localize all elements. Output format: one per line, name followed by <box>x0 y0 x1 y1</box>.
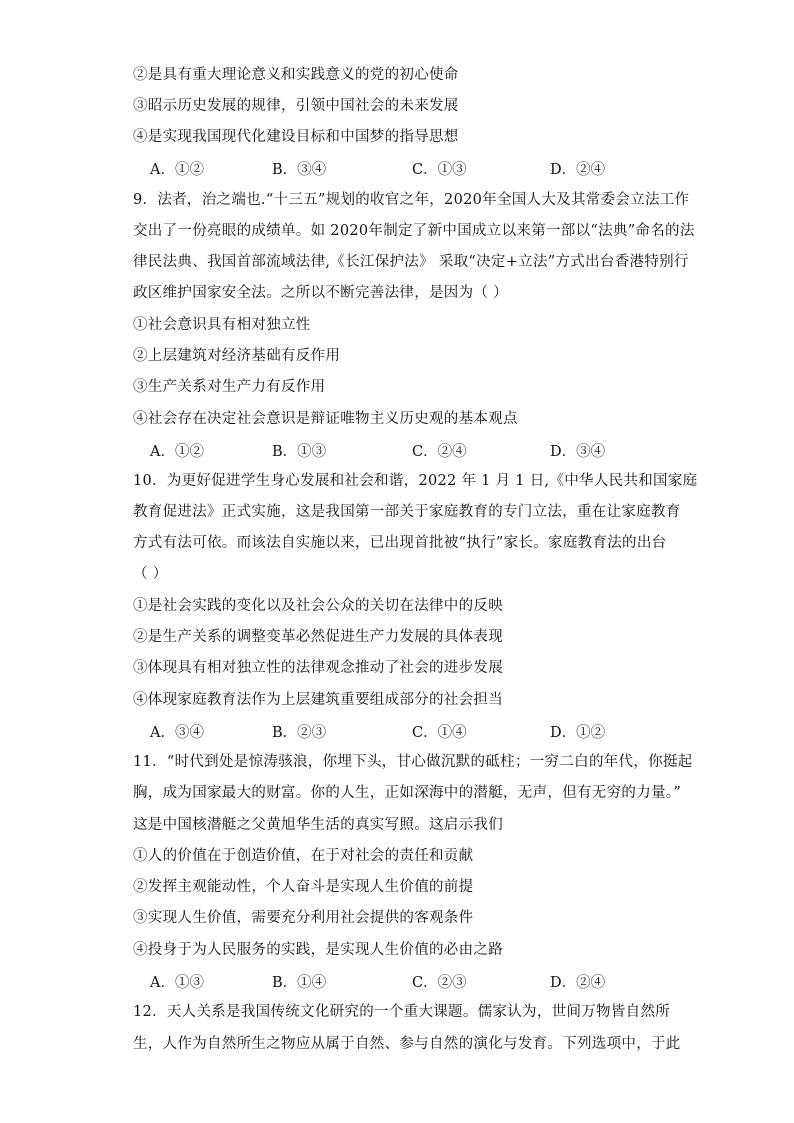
q9-stem-line-1: 9．法者，治之端也.“十三五”规划的收官之年，2020年全国人大及其常委会立法工作 <box>133 192 690 208</box>
q10-statement-4: ④体现家庭教育法作为上层建筑重要组成部分的社会担当 <box>133 692 503 708</box>
q8-option-a: A．①② <box>150 162 204 178</box>
q11-option-c: C．②③ <box>412 975 467 991</box>
q9-option-b: B．①③ <box>272 444 327 460</box>
q8-statement-2: ②是具有重大理论意义和实践意义的党的初心使命 <box>133 67 459 83</box>
q11-option-a: A．①③ <box>150 975 204 991</box>
q8-statement-3: ③昭示历史发展的规律，引领中国社会的未来发展 <box>133 98 459 114</box>
q8-options <box>150 158 630 178</box>
q11-statement-4: ④投身于为人民服务的实践，是实现人生价值的必由之路 <box>133 942 503 958</box>
q9-options <box>150 440 630 460</box>
q11-stem-line-3: 这是中国核潜艇之父黄旭华生活的真实写照。这启示我们 <box>133 817 503 833</box>
q10-option-b: B．②③ <box>272 725 327 741</box>
q8-option-c: C．①③ <box>412 162 467 178</box>
q8-statement-4: ④是实现我国现代化建设目标和中国梦的指导思想 <box>133 129 459 145</box>
q10-statement-3: ③体现具有相对独立性的法律观念推动了社会的进步发展 <box>133 660 503 676</box>
q11-option-d: D．②④ <box>550 975 606 991</box>
q9-stem-line-3: 律民法典、我国首部流域法律,《长江保护法》 采取“决定+立法”方式出台香港特别行 <box>133 254 689 270</box>
q11-statement-3: ③实现人生价值，需要充分利用社会提供的客观条件 <box>133 910 474 926</box>
q10-statement-2: ②是生产关系的调整变革必然促进生产力发展的具体表现 <box>133 629 503 645</box>
q11-statement-1: ①人的价值在于创造价值，在于对社会的责任和贡献 <box>133 848 474 864</box>
q9-statement-3: ③生产关系对生产力有反作用 <box>133 379 326 395</box>
q10-stem-line-4: （ ） <box>133 566 168 582</box>
q9-statement-2: ②上层建筑对经济基础有反作用 <box>133 348 341 364</box>
q12-stem-line-2: 生，人作为自然所生之物应从属于自然、参与自然的演化与发育。下列选项中，于此 <box>133 1036 681 1052</box>
q9-option-d: D．③④ <box>550 444 606 460</box>
q10-statement-1: ①是社会实践的变化以及社会公众的关切在法律中的反映 <box>133 598 503 614</box>
q10-option-a: A．③④ <box>150 725 204 741</box>
q10-stem-line-3: 方式有法可依。而该法自实施以来，已出现首批被“执行”家长。家庭教育法的出台 <box>133 535 667 551</box>
q9-option-c: C．②④ <box>412 444 467 460</box>
q9-stem-line-4: 政区维护国家安全法。之所以不断完善法律，是因为（ ） <box>133 285 508 301</box>
q10-options <box>150 721 630 741</box>
q8-option-d: D．②④ <box>550 162 606 178</box>
q10-option-c: C．①④ <box>412 725 467 741</box>
q11-statement-2: ②发挥主观能动性，个人奋斗是实现人生价值的前提 <box>133 879 474 895</box>
q9-statement-1: ①社会意识具有相对独立性 <box>133 317 311 333</box>
q10-stem-line-1: 10．为更好促进学生身心发展和社会和谐，2022 年 1 月 1 日,《中华人民共和国家庭 <box>133 473 698 489</box>
q11-option-b: B．①④ <box>272 975 327 991</box>
q9-statement-4: ④社会存在决定社会意识是辩证唯物主义历史观的基本观点 <box>133 411 518 427</box>
q9-stem-line-2: 交出了一份亮眼的成绩单。如 2020年制定了新中国成立以来第一部以“法典”命名的法 <box>133 223 695 239</box>
q8-option-b: B．③④ <box>272 162 327 178</box>
q10-option-d: D．①② <box>550 725 606 741</box>
q10-stem-line-2: 教育促进法》正式实施，这是我国第一部关于家庭教育的专门立法，重在让家庭教育 <box>133 504 681 520</box>
q11-stem-line-1: 11．“时代到处是惊涛骇浪，你埋下头，甘心做沉默的砥柱；一穷二白的年代，你挺起 <box>133 754 693 770</box>
q12-stem-line-1: 12．天人关系是我国传统文化研究的一个重大课题。儒家认为，世间万物皆自然所 <box>133 1004 671 1020</box>
q11-stem-line-2: 胸，成为国家最大的财富。你的人生，正如深海中的潜艇，无声，但有无穷的力量。” <box>133 785 682 801</box>
q9-option-a: A．①② <box>150 444 204 460</box>
q11-options <box>150 971 630 991</box>
